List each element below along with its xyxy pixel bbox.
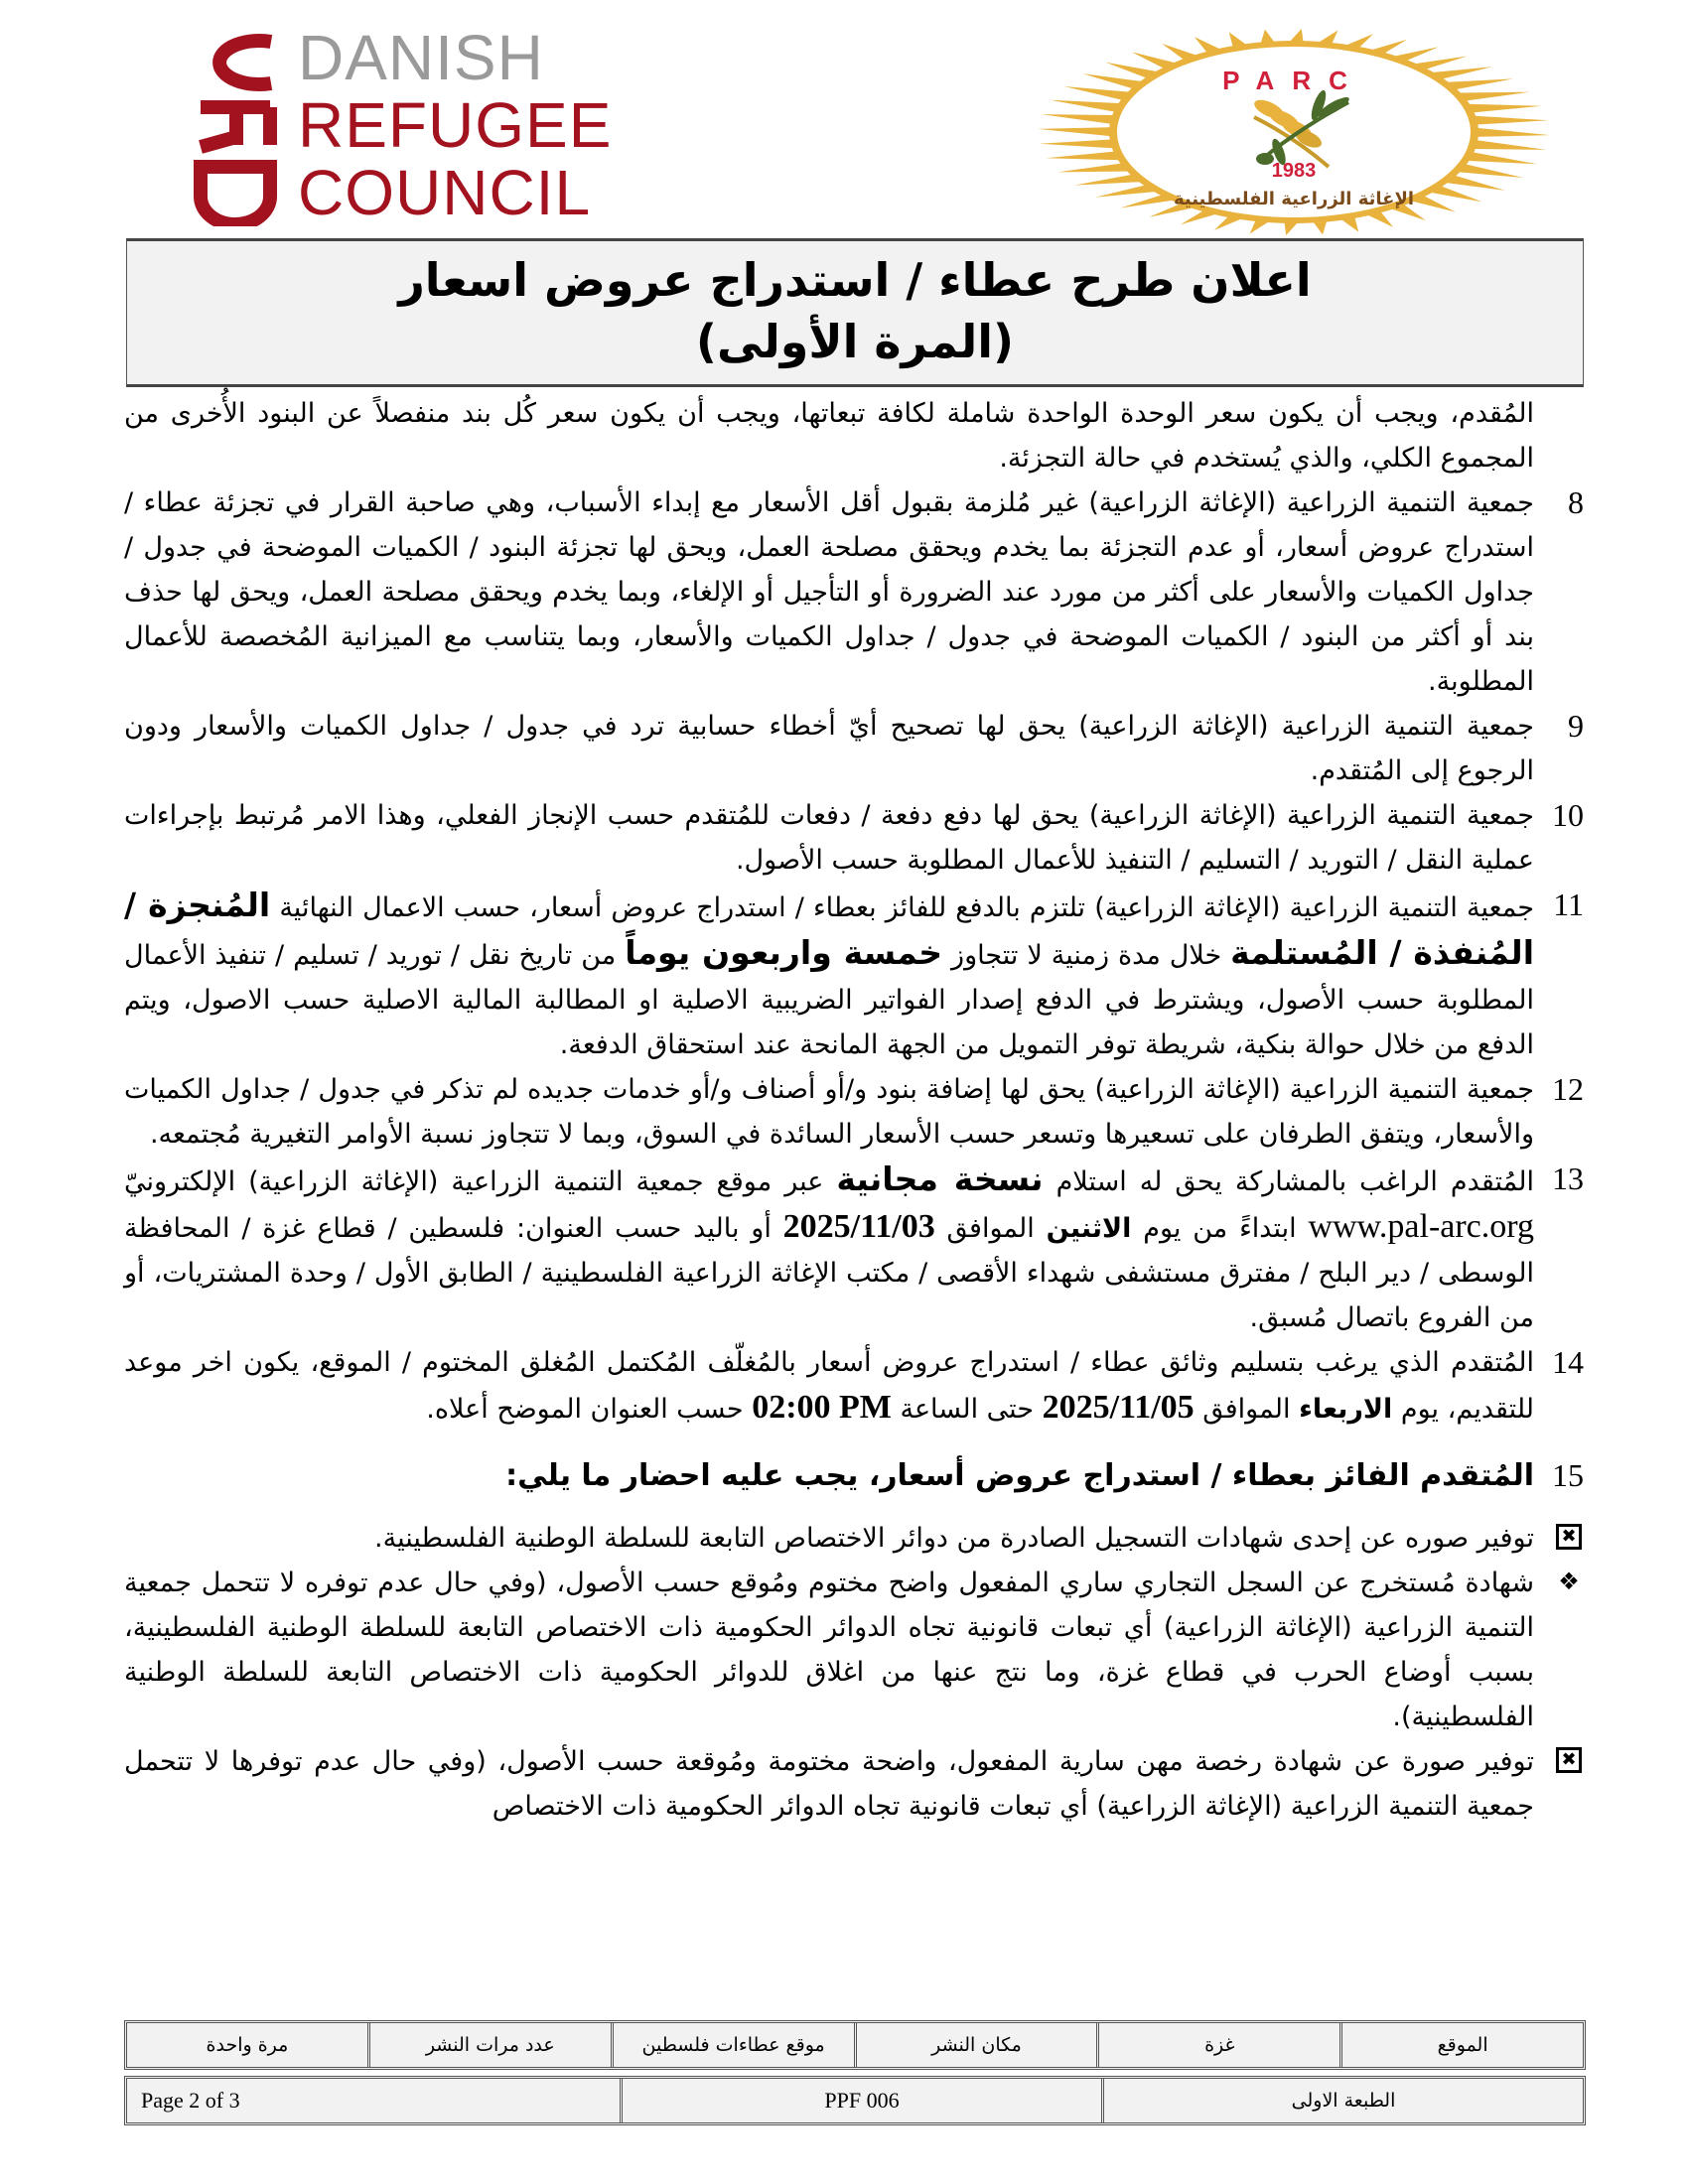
term-text: جمعية التنمية الزراعية (الإغاثة الزراعية) يحق لها إضافة بنود و/أو أصناف و/أو خدمات جديده لم تذكر في جدول / جداول الكميات والأسعار، ويتفق الطرفان على تسعيرها وتسعر حسب الأسعار السائدة في السوق، وبما لا تتجاوز نسبة الأوامر التغيرية مُجتمعه. — [124, 1074, 1534, 1150]
drc-logo — [187, 22, 733, 228]
term-text-part: الموافق — [946, 1213, 1035, 1244]
parc-logo — [1031, 28, 1557, 236]
sun-ray — [1469, 127, 1550, 137]
checkbox-x-icon: ✖ — [1556, 1747, 1582, 1773]
footer-edition: الطبعة الاولى — [1101, 2079, 1583, 2122]
term-number: 10 — [1552, 797, 1584, 833]
footer-form-code: PPF 006 — [620, 2079, 1101, 2122]
footer-row-document-info — [124, 2076, 1586, 2125]
term-text — [124, 1340, 1534, 1432]
sun-ray — [1038, 127, 1119, 137]
page-subtitle: (المرة الأولى) — [695, 315, 1015, 368]
footer-cell-publish-place-value: موقع عطاءات فلسطين — [611, 2023, 854, 2067]
term-text-part: من تاريخ نقل / توريد / تسليم / تنفيذ الأعمال المطلوبة حسب الأصول، ويشترط في الدفع إصدار الفواتير الضريبية الاصلية او المطالبة المالية الاصلية حسب الاصول، ويتم الدفع من خلال حوالة بنكية، شريطة توفر التمويل من الجهة المانحة عند استحقاق الدفعة. — [124, 940, 1534, 1060]
requirements-list — [124, 1516, 1584, 1829]
requirement-item — [124, 1516, 1584, 1561]
emphasis-free-copy: نسخة مجانية — [836, 1160, 1044, 1198]
term-text-part: حتى الساعة — [900, 1394, 1035, 1425]
term-text-part: ابتداءً من يوم — [1143, 1213, 1297, 1244]
term-number: 11 — [1553, 887, 1584, 922]
term-text-part: عبر موقع جمعية التنمية الزراعية (الإغاثة الزراعية) الإلكترونيّ — [124, 1166, 824, 1197]
term-text-part: أو باليد حسب العنوان: فلسطين / قطاع غزة / المحافظة الوسطى / دير البلح / مفترق مستشفى شهداء الأقصى / مكتب الإغاثة الزراعية الفلسطينية / الطابق الأول / وحدة المشتريات، أو من الفروع باتصال مُسبق. — [124, 1213, 1534, 1333]
requirement-item — [124, 1561, 1584, 1739]
term-text: جمعية التنمية الزراعية (الإغاثة الزراعية) يحق لها تصحيح أيّ أخطاء حسابية ترد في جدول / جداول الكميات والأسعار ودون الرجوع إلى المُتقدم. — [124, 711, 1534, 786]
term-number: 9 — [1568, 708, 1584, 744]
term-text: جمعية التنمية الزراعية (الإغاثة الزراعية) غير مُلزمة بقبول أقل الأسعار مع إبداء الأسباب، وهي صاحبة القرار في تجزئة عطاء / استدراج عروض أسعار، أو عدم التجزئة بما يخدم ويحقق مصلحة العمل، ويحق لها تجزئة البنود / الكميات الموضحة في جدول / جداول الكميات والأسعار على أكثر من مورد عند الضرورة أو التأجيل أو الإلغاء، وبما يخدم ويحقق مصلحة العمل، ويحق لها حذف بند أو أكثر من البنود / الكميات الموضحة في جدول / جداول الكميات والأسعار، وبما يتناسب مع الميزانية المُخصصة للأعمال المطلوبة. — [124, 487, 1534, 697]
term-text — [124, 883, 1534, 1067]
term-item-11 — [124, 883, 1584, 1067]
term-item-13 — [124, 1157, 1584, 1340]
term-item-12 — [124, 1067, 1584, 1157]
parc-sun-emblem-icon — [1031, 28, 1557, 236]
term-item-14 — [124, 1340, 1584, 1432]
drc-vertical-mark-icon — [187, 28, 284, 226]
footer-table — [124, 2020, 1586, 2125]
drc-wordmark — [298, 24, 612, 226]
footer-cell-publish-count-value: مرة واحدة — [206, 2034, 289, 2056]
footer-cell-location-value: غزة — [1096, 2023, 1339, 2067]
emphasis-payment-days: خمسة واربعون يوماً — [625, 933, 943, 972]
drc-word-danish: DANISH — [298, 22, 544, 93]
footer-cell-location-label: الموقع — [1339, 2023, 1583, 2067]
start-date: 2025/11/03 — [782, 1208, 935, 1245]
footer-page-number: Page 2 of 3 — [141, 2088, 240, 2113]
term-number: 8 — [1568, 484, 1584, 520]
term-item-10 — [124, 793, 1584, 883]
deadline-time: 02:00 PM — [752, 1389, 892, 1426]
term-text-part: المُتقدم الذي يرغب بتسليم وثائق عطاء / استدراج عروض أسعار بالمُغلّف المُكتمل المُغلق المختوم / الموقع، يكون اخر موعد للتقديم، يوم — [124, 1347, 1534, 1425]
term-number: 14 — [1552, 1344, 1584, 1380]
term-text-part: الموافق — [1202, 1394, 1291, 1425]
term-text-part: خلال مدة زمنية لا تتجاوز — [951, 940, 1222, 971]
term-number: 13 — [1552, 1160, 1584, 1196]
footer-cell-publish-place-label: مكان النشر — [854, 2023, 1097, 2067]
requirement-text: توفير صوره عن إحدى شهادات التسجيل الصادرة من دوائر الاختصاص التابعة للسلطة الوطنية الفلسطينية. — [374, 1523, 1534, 1554]
parc-year: 1983 — [1271, 160, 1317, 182]
website-link[interactable]: www.pal-arc.org — [1308, 1208, 1534, 1245]
term-item-9 — [124, 704, 1584, 793]
drc-word-refugee: REFUGEE — [298, 89, 613, 161]
announcement-title-box — [126, 238, 1584, 387]
requirement-item — [124, 1739, 1584, 1829]
parc-acronym: PARC — [1222, 66, 1365, 95]
term-text — [124, 1157, 1534, 1340]
term-text-part: جمعية التنمية الزراعية (الإغاثة الزراعية) تلتزم بالدفع للفائز بعطاء / استدراج عروض أسعار، حسب الاعمال النهائية — [279, 892, 1535, 923]
term-text-part: المُتقدم الراغب بالمشاركة يحق له استلام — [1055, 1166, 1534, 1197]
checkbox-x-icon: ✖ — [1556, 1524, 1582, 1550]
deadline-date: 2025/11/05 — [1042, 1389, 1195, 1426]
footer-cell-publish-count-label: عدد مرات النشر — [367, 2023, 611, 2067]
page-title: اعلان طرح عطاء / استدراج عروض اسعار — [398, 253, 1312, 307]
drc-word-council: COUNCIL — [298, 157, 592, 228]
terms-content — [124, 391, 1584, 1829]
requirement-text: توفير صورة عن شهادة رخصة مهن سارية المفعول، واضحة مختومة ومُوقعة حسب الأصول، (وفي حال عدم توفرها لا تتحمل جمعية التنمية الزراعية (الإغاثة الزراعية) أي تبعات قانونية تجاه الدوائر الحكومية ذات الاختصاص — [124, 1746, 1534, 1822]
term-text: جمعية التنمية الزراعية (الإغاثة الزراعية) يحق لها دفع دفعة / دفعات للمُتقدم حسب الإنجاز الفعلي، وهذا الامر مُرتبط بإجراءات عملية النقل / التوريد / التسليم / التنفيذ للأعمال المطلوبة حسب الأصول. — [124, 800, 1534, 876]
term-text-part: حسب العنوان الموضح أعلاه. — [426, 1394, 744, 1425]
term-text: المُتقدم الفائز بعطاء / استدراج عروض أسعار، يجب عليه احضار ما يلي: — [505, 1458, 1534, 1493]
term-number: 15 — [1552, 1457, 1584, 1493]
emphasis-day: الاثنين — [1046, 1213, 1132, 1244]
diamond-bullet-icon: ❖ — [1558, 1568, 1580, 1595]
term-item-8 — [124, 480, 1584, 704]
parc-arabic-name: الإغاثة الزراعية الفلسطينية — [1173, 189, 1415, 209]
requirement-text: شهادة مُستخرج عن السجل التجاري ساري المفعول واضح مختوم ومُوقع حسب الأصول، (وفي حال عدم توفره لا تتحمل جمعية التنمية الزراعية (الإغاثة الزراعية) أي تبعات قانونية تجاه الدوائر الحكومية ذات الاختصاص التابعة للسلطة الوطنية الفلسطينية، بسبب أوضاع الحرب في قطاع غزة، وما نتج عنها من اغلاق للدوائر الحكومية ذات الاختصاص التابعة للسلطة الوطنية الفلسطينية). — [124, 1568, 1534, 1732]
term-number: 12 — [1552, 1071, 1584, 1107]
continued-paragraph: المُقدم، ويجب أن يكون سعر الوحدة الواحدة شاملة لكافة تبعاتها، ويجب أن يكون سعر كُل بند منفصلاً عن البنود الأُخرى من المجموع الكلي، والذي يُستخدم في حالة التجزئة. — [124, 398, 1534, 474]
footer-row-publication — [124, 2020, 1586, 2070]
term-item-15 — [124, 1453, 1584, 1498]
emphasis-deliverables: المُنجزة / المُنفذة / المُستلمة — [124, 886, 1535, 972]
emphasis-day: الاربعاء — [1299, 1394, 1393, 1425]
